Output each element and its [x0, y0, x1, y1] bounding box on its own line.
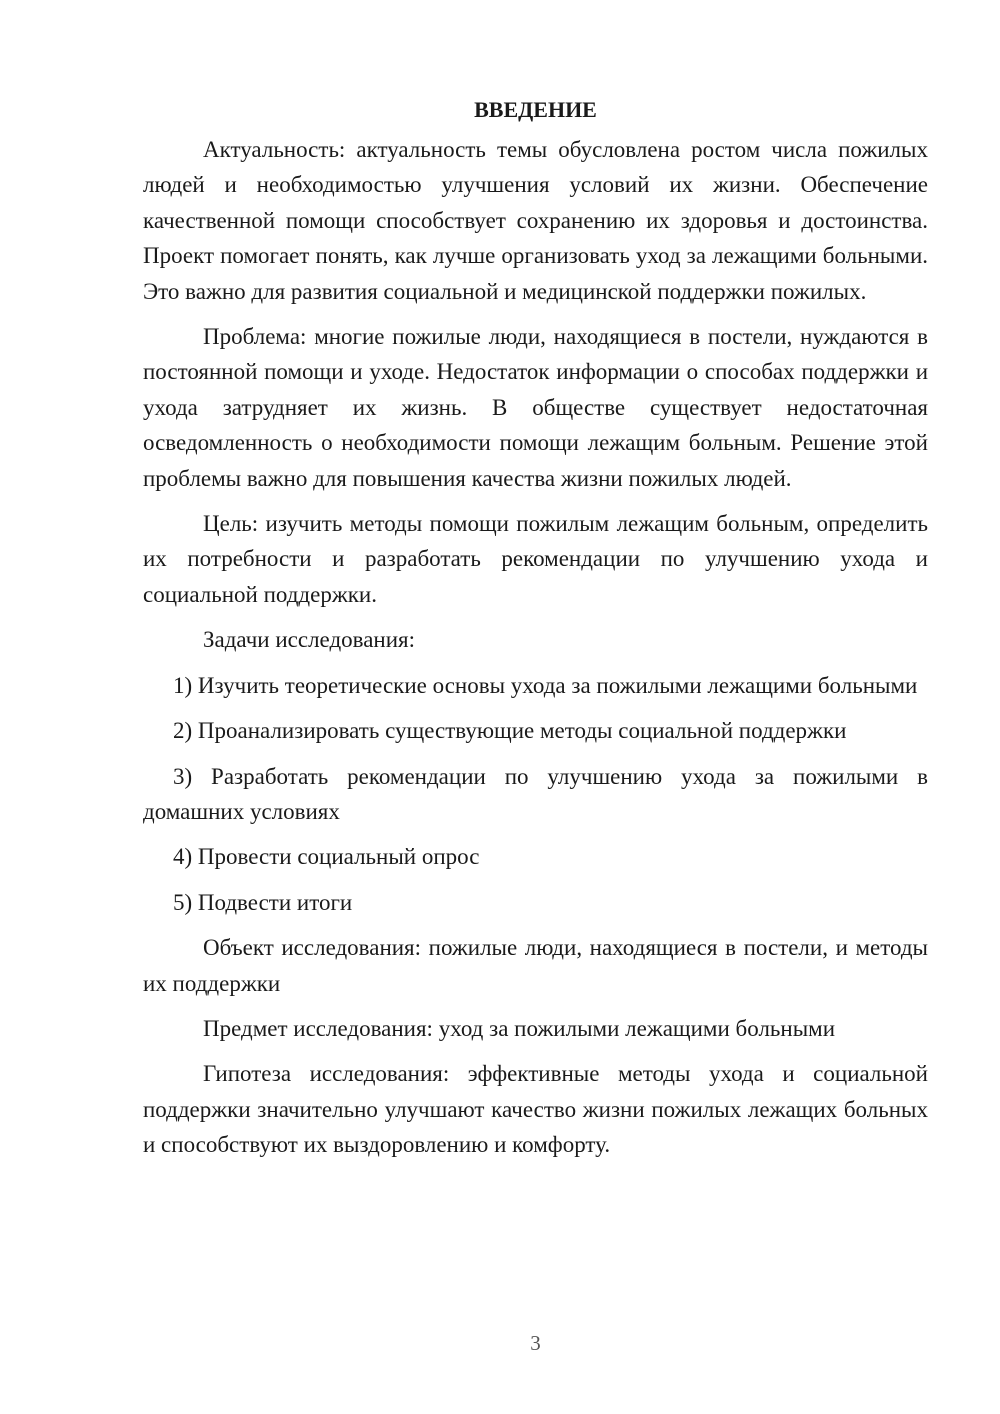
page-number: 3	[530, 1331, 541, 1355]
goal-paragraph: Цель: изучить методы помощи пожилым лежащим больным, определить их потребности и разработать рекомендации по улучшению ухода и социальной поддержки.	[143, 511, 928, 607]
problem-paragraph: Проблема: многие пожилые люди, находящиеся в постели, нуждаются в постоянной помощи и уходе. Недостаток информации о способах поддержки и ухода затрудняет их жизнь. В обществе существует недостаточная осведомленность о необходимости помощи лежащим больным. Решение этой проблемы важно для повышения качества жизни пожилых людей.	[143, 324, 928, 491]
object-paragraph: Объект исследования: пожилые люди, находящиеся в постели, и методы их поддержки	[143, 935, 928, 996]
task-item-3: 3) Разработать рекомендации по улучшению ухода за пожилыми в домашних условиях	[143, 763, 928, 824]
relevance-paragraph: Актуальность: актуальность темы обусловлена ростом числа пожилых людей и необходимостью улучшения условий их жизни. Обеспечение качественной помощи способствует сохранению их здоровья и достоинства. Проект помогает понять, как лучше организовать уход за лежащими больными. Это важно для развития социальной и медицинской поддержки пожилых.	[143, 137, 928, 304]
document-page	[143, 92, 928, 1163]
task-item-1: 1) Изучить теоретические основы ухода за пожилыми лежащими больными	[173, 672, 918, 698]
hypothesis-paragraph: Гипотеза исследования: эффективные методы ухода и социальной поддержки значительно улучшают качество жизни пожилых лежащих больных и способствуют их выздоровлению и комфорту.	[143, 1061, 928, 1158]
tasks-title: Задачи исследования:	[203, 627, 416, 653]
section-heading: ВВЕДЕНИЕ	[474, 97, 597, 122]
subject-paragraph: Предмет исследования: уход за пожилыми лежащими больными	[203, 1015, 836, 1041]
task-item-5: 5) Подвести итоги	[173, 889, 353, 915]
task-item-2: 2) Проанализировать существующие методы социальной поддержки	[173, 718, 847, 744]
task-item-4: 4) Провести социальный опрос	[173, 844, 480, 870]
